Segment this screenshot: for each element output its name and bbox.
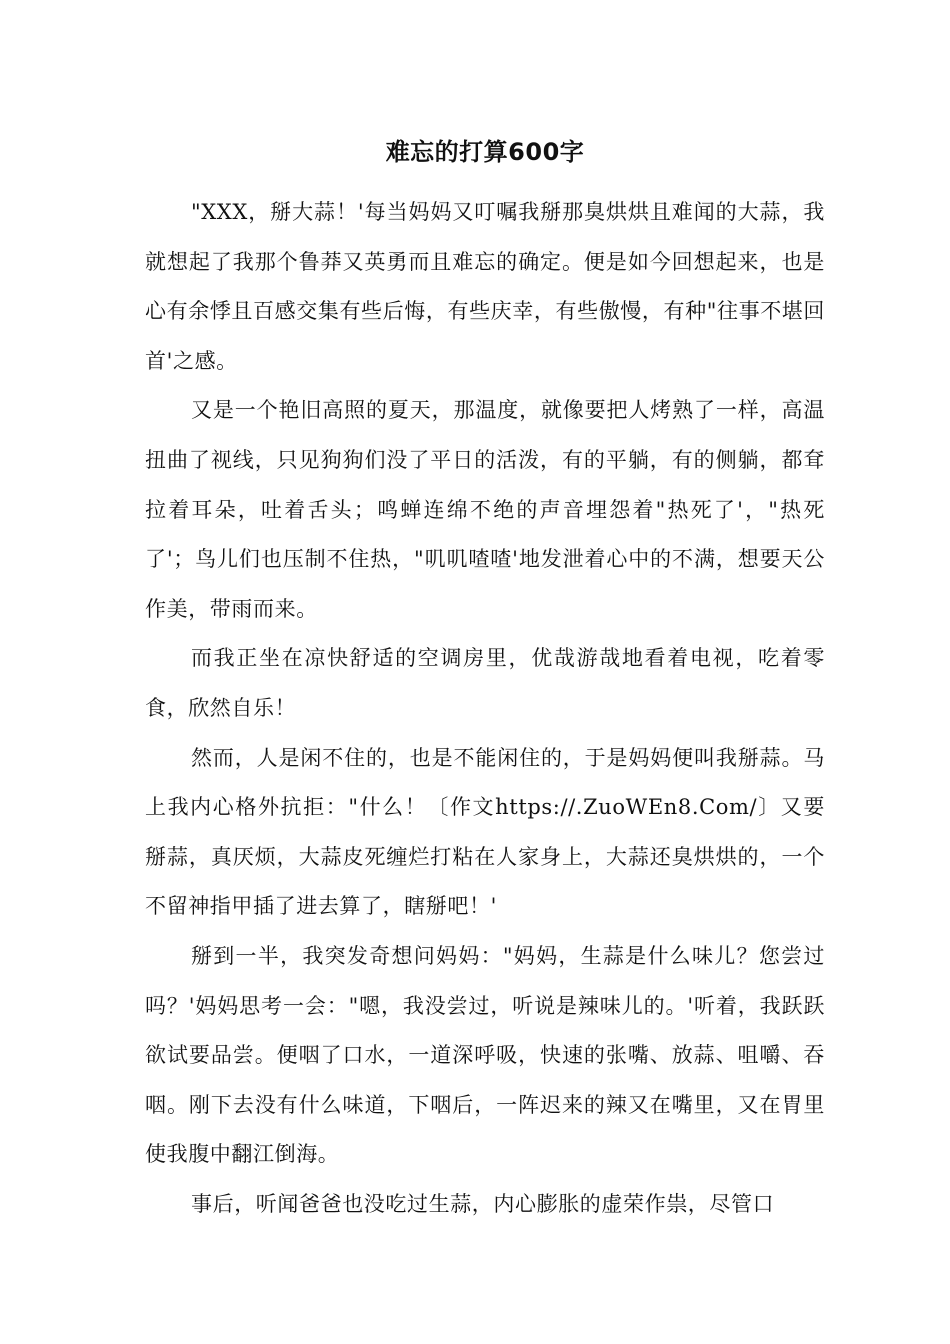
paragraph-3: 而我正坐在凉快舒适的空调房里，优哉游哉地看着电视，吃着零食，欣然自乐！ xyxy=(145,646,825,720)
document-page xyxy=(145,128,825,1229)
paragraph-5: 掰到一半，我突发奇想问妈妈："妈妈，生蒜是什么味儿？您尝过吗？'妈妈思考一会："嗯，我没尝过，听说是辣味儿的。'听着，我跃跃欲试要品尝。便咽了口水，一道深呼吸，快速的张嘴、放蒜、咀嚼、吞咽。刚下去没有什么味道，下咽后，一阵迟来的辣又在嘴里，又在胃里使我腹中翻江倒海。 xyxy=(145,943,825,1167)
document-title: 难忘的打算600字 xyxy=(385,138,585,166)
paragraph-6: 事后，听闻爸爸也没吃过生蒜，内心膨胀的虚荣作祟，尽管口 xyxy=(191,1191,775,1216)
paragraph-4: 然而，人是闲不住的，也是不能闲住的，于是妈妈便叫我掰蒜。马上我内心格外抗拒："什么！〔作文https://.ZuoWEn8.Com/〕又要掰蒜，真厌烦，大蒜皮死缠烂打粘在人家身上，大蒜还臭烘烘的，一个不留神指甲插了进去算了，瞎掰吧！' xyxy=(145,745,825,919)
paragraph-1: "XXX，掰大蒜！'每当妈妈又叮嘱我掰那臭烘烘且难闻的大蒜，我就想起了我那个鲁莽又英勇而且难忘的确定。便是如今回想起来，也是心有余悸且百感交集有些后悔，有些庆幸，有些傲慢，有种"往事不堪回首'之感。 xyxy=(145,200,825,373)
paragraph-2: 又是一个艳旧高照的夏天，那温度，就像要把人烤熟了一样，高温扭曲了视线，只见狗狗们没了平日的活泼，有的平躺，有的侧躺，都耷拉着耳朵，吐着舌头；鸣蝉连绵不绝的声音埋怨着"热死了'，"热死了'；鸟儿们也压制不住热，"叽叽喳喳'地发泄着心中的不满，想要天公作美，带雨而来。 xyxy=(145,398,825,621)
